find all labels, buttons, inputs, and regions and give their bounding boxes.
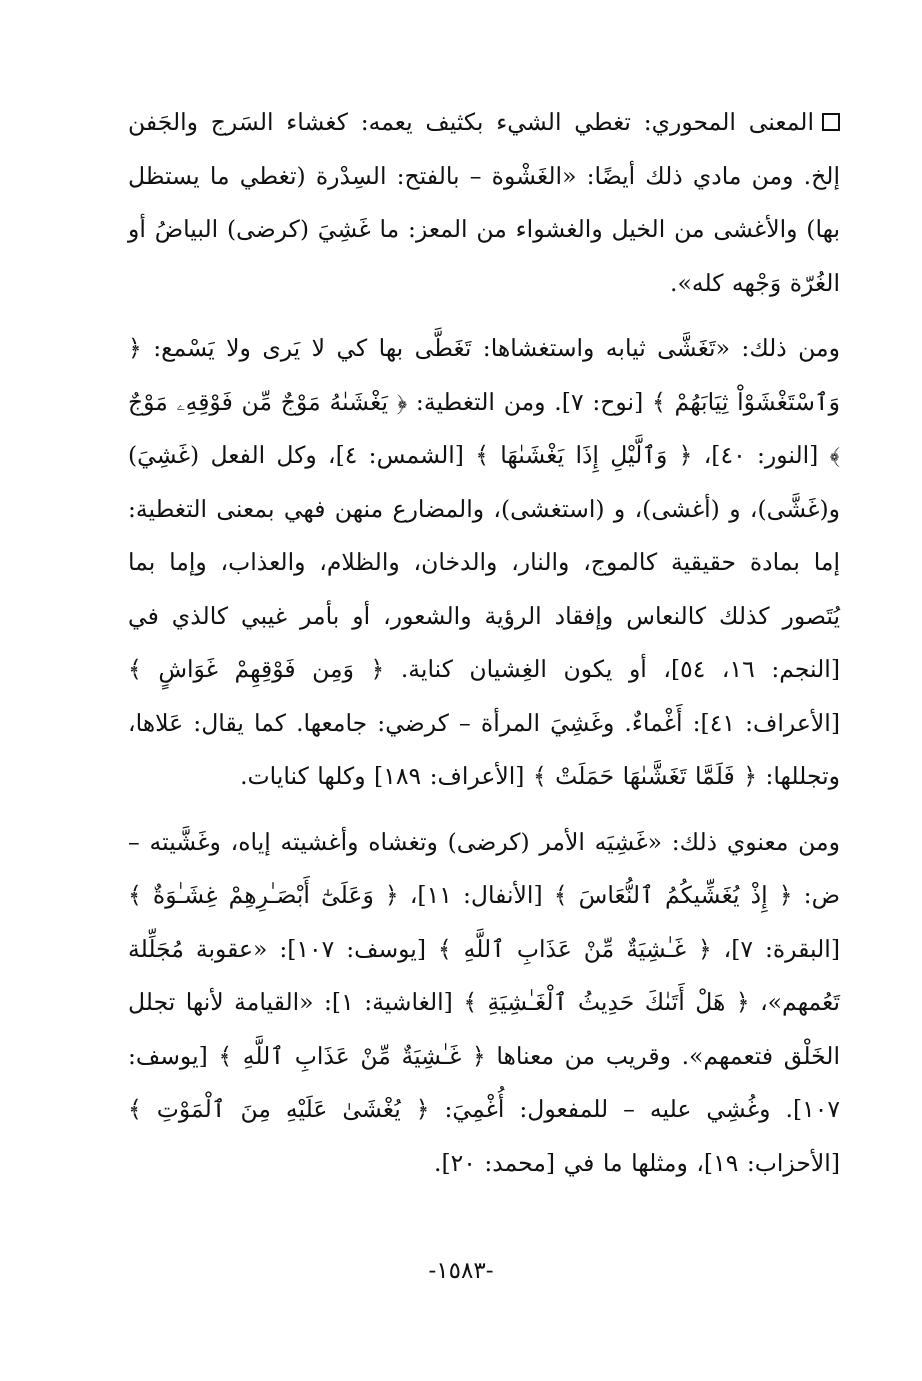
page-number: -١٥٨٣- — [428, 1258, 494, 1284]
paragraph-2: ومن ذلك: «تَغَشَّى ثيابه واستغشاها: تَغَطَّى بها كي لا يَرى ولا يَسْمع: ﴿ وَٱسْتَغْشَوْاْ ثِيَابَهُمْ ﴾ [نوح: ٧]. ومن التغطية: ﴿ يَغْشَىٰهُ مَوْجٌ مِّن فَوْقِهِۦ مَوْجٌ ﴾ [النور: ٤٠]، ﴿ وَٱلَّيْلِ إِذَا يَغْشَىٰهَا ﴾ [الشمس: ٤]، وكل الفعل (غَشِيَ) و(غَشَّى)، و (أغشى)، و (استغشى)، والمضارع منهن فهي بمعنى التغطية: إما بمادة حقيقية كالموج، والنار، والدخان، والظلام، والعذاب، وإما بما يُتَصور كذلك كالنعاس وإفقاد الرؤية والشعور، أو بأمر غيبي كالذي في [النجم: ١٦، ٥٤]، أو يكون الغِشيان كناية. ﴿ وَمِن فَوْقِهِمْ غَوَاشٍ ﴾ [الأعراف: ٤١]: أَغْماءٌ. وغَشِيَ المرأة – كرضي: جامعها. كما يقال: عَلاها، وتجللها: ﴿ فَلَمَّا تَغَشَّىٰهَا حَمَلَتْ ﴾ [الأعراف: ١٨٩] وكلها كنايات. — [128, 334, 840, 790]
paragraph-3: ومن معنوي ذلك: «غَشِيَه الأمر (كرضى) وتغشاه وأغشيته إياه، وغَشَّيته – ض: ﴿ إِذْ يُغَشِّيكُمُ ٱلنُّعَاسَ ﴾ [الأنفال: ١١]، ﴿ وَعَلَىٰٓ أَبْصَـٰرِهِمْ غِشَـٰوَةٌ ﴾ [البقرة: ٧]، ﴿ غَـٰشِيَةٌ مِّنْ عَذَابِ ٱللَّهِ ﴾ [يوسف: ١٠٧]: «عقوبة مُجَلِّلة تَعُمهم»، ﴿ هَلْ أَتَىٰكَ حَدِيثُ ٱلْغَـٰشِيَةِ ﴾ [الغاشية: ١]: «القيامة لأنها تجلل الخَلْق فتعمهم». وقريب من معناها ﴿ غَـٰشِيَةٌ مِّنْ عَذَابِ ٱللَّهِ ﴾ [يوسف: ١٠٧]. وغُشِي عليه – للمفعول: أُغْمِيَ: ﴿ يُغْشَىٰ عَلَيْهِ مِنَ ٱلْمَوْتِ ﴾ [الأحزاب: ١٩]، ومثلها ما في [محمد: ٢٠]. — [128, 827, 840, 1177]
empty-square-icon — [822, 113, 840, 131]
page-body — [128, 96, 840, 1190]
paragraph-1-text: المعنى المحوري: تغطي الشيء بكثيف يعمه: كغشاء السَرج والجَفن إلخ. ومن مادي ذلك أيضًا: «الغَشْوة – بالفتح: السِدْرة (تغطي ما يستظل بها) والأغشى من الخيل والغشواء من المعز: ما غَشِيَ (كرضى) البياضُ أو الغُرّة وَجْهه كله». — [128, 108, 840, 297]
paragraph-1 — [128, 96, 840, 310]
